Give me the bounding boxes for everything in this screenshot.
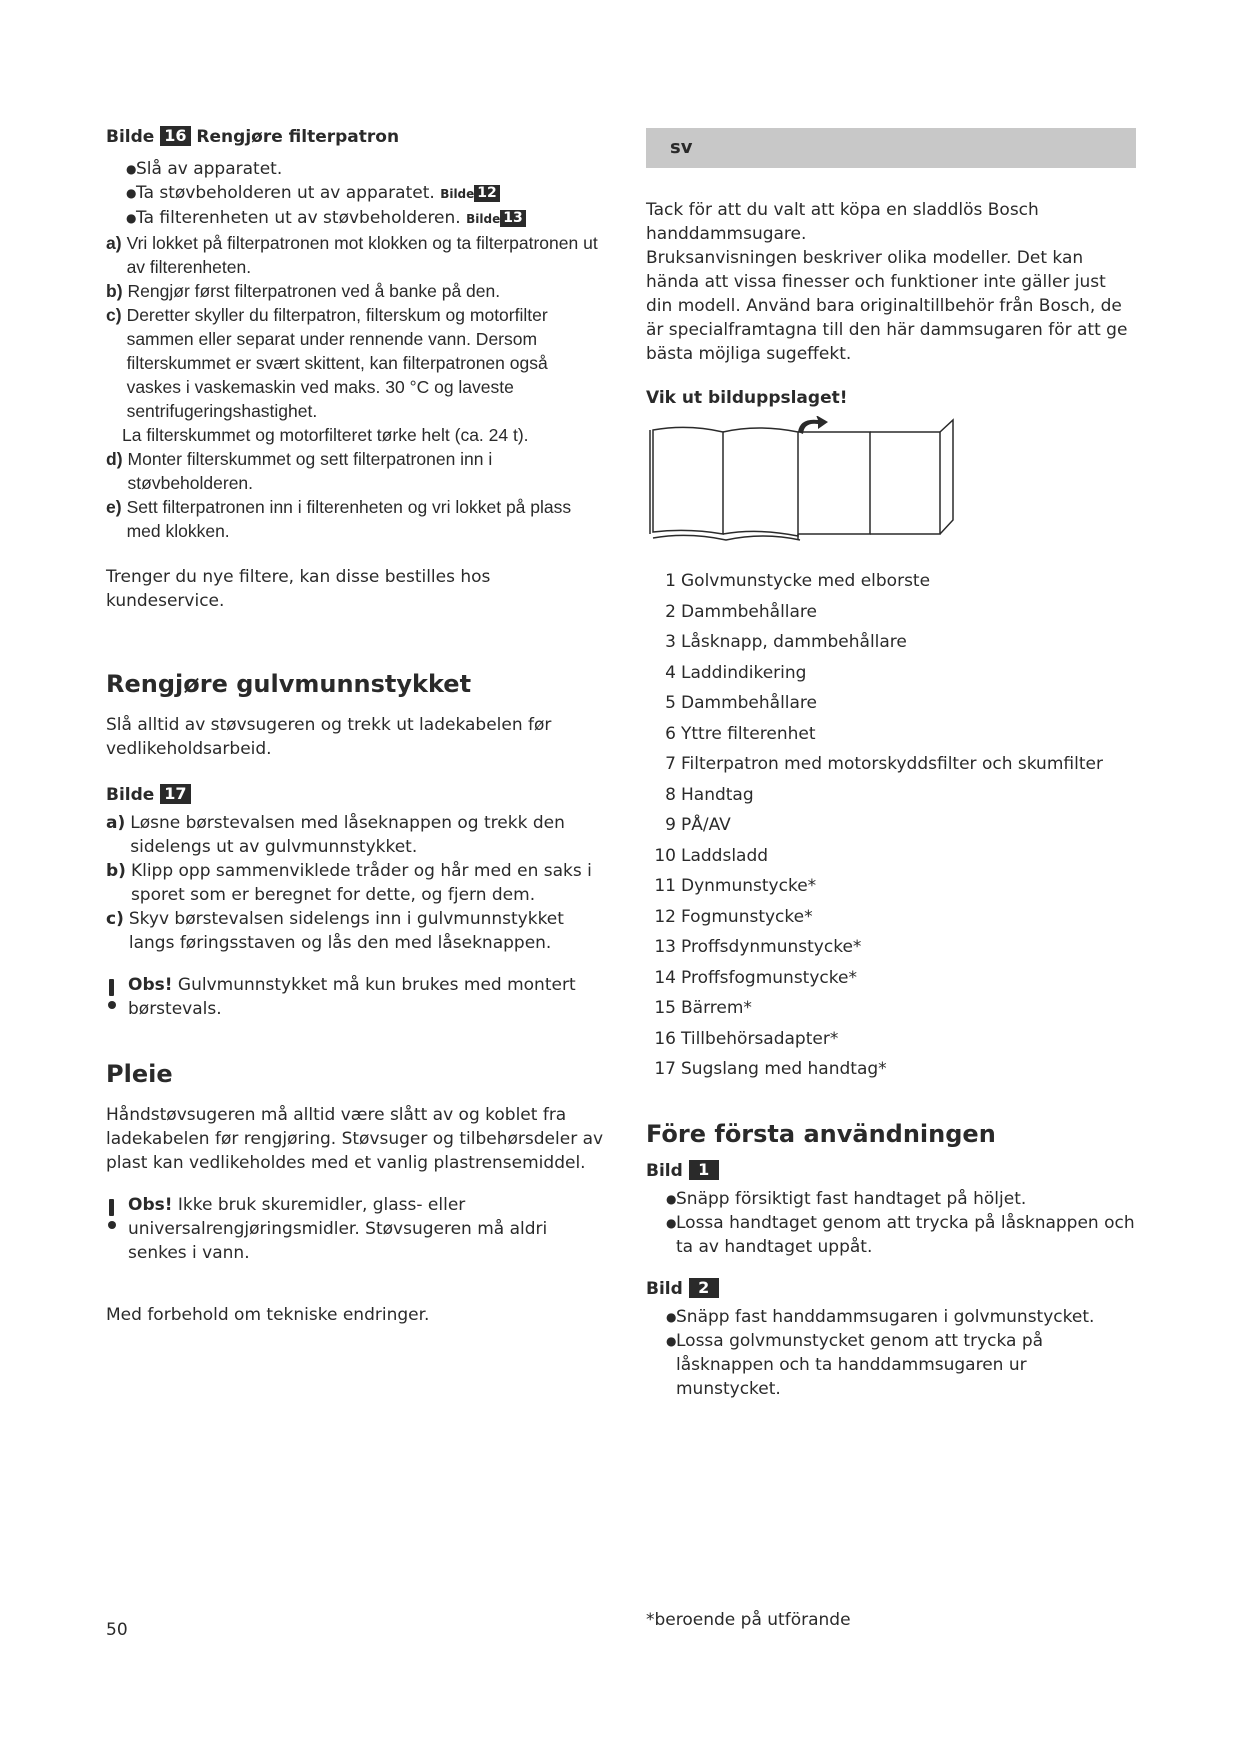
step-item: La filterskummet og motorfilteret tørke helt (ca. 24 t).	[122, 425, 529, 445]
warning-icon	[106, 1193, 128, 1265]
step-item: b) Rengjør først filterpatronen ved å banke på den.	[106, 281, 501, 301]
bullet-icon: ●	[666, 1215, 677, 1230]
list-item: 17 Sugslang med handtag*	[654, 1059, 887, 1079]
list-item: ● Lossa handtaget genom att trycka på låsknappen och ta av handtaget uppåt.	[666, 1212, 1135, 1257]
list-item: ● Snäpp fast handdammsugaren i golvmunstycket.	[666, 1306, 1095, 1327]
foldout-note: Vik ut bilduppslaget!	[646, 388, 848, 408]
right-column	[646, 128, 1136, 1401]
warning-note: Obs! Gulvmunnstykket må kun brukes med montert børstevals.	[106, 973, 604, 1021]
filters-note: Trenger du nye filtere, kan disse bestilles hos kundeservice.	[106, 567, 491, 611]
list-item: ● Slå av apparatet.	[126, 159, 283, 179]
figure-badge: 16	[160, 126, 190, 146]
intro-text: Tack för att du valt att köpa en sladdlös Bosch handdammsugare.	[646, 200, 1039, 244]
section-title: Pleie	[106, 1060, 173, 1088]
list-item: 6 Yttre filterenhet	[665, 723, 816, 744]
language-bar: sv	[646, 128, 1136, 168]
figure-badge: 2	[689, 1278, 719, 1298]
figure-ref: Bilde 17	[106, 783, 604, 807]
figure-ref: Bild 2	[646, 1277, 1136, 1301]
list-item: 8 Handtag	[665, 784, 754, 805]
section-intro: Slå alltid av støvsugeren og trekk ut ladekabelen før vedlikeholdsarbeid.	[106, 715, 552, 759]
step-item: b) Klipp opp sammenviklede tråder og hår med en saks i sporet som er beregnet for dette, og fjern dem.	[106, 861, 592, 905]
list-item: 3 Låsknapp, dammbehållare	[665, 632, 907, 652]
list-item: 9 PÅ/AV	[665, 815, 731, 835]
intro-text: Bruksanvisningen beskriver olika modeller. Det kan hända att vissa finesser och funktioner inte gäller just din modell. Använd bara originaltillbehör från Bosch, de är specialframtagna till den här dammsugaren för att ge bästa möjliga sugeffekt.	[646, 248, 1128, 364]
list-item: ● Ta filterenheten ut av støvbeholderen. Bilde 13	[106, 206, 604, 231]
care-text: Håndstøvsugeren må alltid være slått av og koblet fra ladekabelen før rengjøring. Støvsuger og tilbehørsdeler av plast kan vedlikeholdes med et vanlig plastrensemiddel.	[106, 1105, 604, 1173]
bild2-bullets	[646, 1305, 1136, 1401]
list-item: 4 Laddindikering	[665, 662, 807, 683]
footnote: *beroende på utförande	[646, 1610, 851, 1630]
step-item: c) Deretter skyller du filterpatron, filterskum og motorfilter sammen eller separat under rennende vann. Dersom filterskummet er svært skittent, kan filterpatronen også vaskes i vaskemaskin ved maks. 30 °C og laveste sentrifugeringshastighet.	[106, 305, 548, 421]
floor-steps	[106, 811, 604, 955]
bullet-icon: ●	[666, 1309, 677, 1324]
list-item: ● Ta støvbeholderen ut av apparatet. Bilde 12	[106, 181, 604, 206]
bullet-icon: ●	[126, 186, 137, 200]
list-item: 7 Filterpatron med motorskyddsfilter och skumfilter	[665, 754, 1103, 774]
bullet-icon: ●	[126, 162, 137, 176]
step-item: a) Løsne børstevalsen med låseknappen og trekk den sidelengs ut av gulvmunnstykket.	[106, 813, 565, 857]
step-item: a) Vri lokket på filterpatronen mot klokken og ta filterpatronen ut av filterenheten.	[106, 233, 598, 277]
warning-icon	[106, 973, 128, 1021]
step-item: e) Sett filterpatronen inn i filterenheten og vri lokket på plass med klokken.	[106, 497, 572, 541]
list-item: 11 Dynmunstycke*	[654, 876, 817, 896]
list-item: 5 Dammbehållare	[665, 693, 818, 713]
step-item: d) Monter filterskummet og sett filterpatronen inn i støvbeholderen.	[106, 449, 493, 493]
page-number: 50	[106, 1620, 128, 1640]
list-item: 1 Golvmunstycke med elborste	[665, 571, 931, 591]
figure-badge: 17	[160, 784, 190, 804]
list-item: 16 Tillbehörsadapter*	[654, 1028, 839, 1049]
figure-badge: 12	[474, 185, 499, 202]
bullet-icon: ●	[126, 211, 137, 225]
figure-badge: 13	[500, 210, 525, 227]
bullet-icon: ●	[666, 1333, 677, 1348]
bild1-bullets	[646, 1187, 1136, 1259]
warning-note: Obs! Ikke bruk skuremidler, glass- eller universalrengjøringsmidler. Støvsugeren må aldri senkes i vann.	[106, 1193, 604, 1265]
list-item: ● Lossa golvmunstycket genom att trycka på låsknappen och ta handdammsugaren ur munstycket.	[666, 1330, 1044, 1399]
list-item: 12 Fogmunstycke*	[654, 906, 813, 927]
list-item: ● Snäpp försiktigt fast handtaget på höljet.	[666, 1188, 1027, 1209]
list-item: 13 Proffsdynmunstycke*	[654, 937, 862, 957]
bullet-icon: ●	[666, 1191, 677, 1206]
foldout-booklet-illustration	[648, 416, 968, 546]
parts-list	[646, 566, 1136, 1085]
reservation-note: Med forbehold om tekniske endringer.	[106, 1305, 430, 1325]
list-item: 2 Dammbehållare	[665, 601, 818, 622]
step-item: c) Skyv børstevalsen sidelengs inn i gulvmunnstykket langs føringsstaven og lås den med låseknappen.	[106, 909, 564, 953]
list-item: 10 Laddsladd	[654, 845, 769, 866]
figure-badge: 1	[689, 1160, 719, 1180]
filter-steps	[106, 231, 604, 543]
filter-bullets	[106, 157, 604, 231]
left-column	[106, 125, 604, 1327]
list-item: 14 Proffsfogmunstycke*	[654, 967, 857, 988]
list-item: 15 Bärrem*	[654, 998, 752, 1018]
filter-heading: Bilde 16 Rengjøre filterpatron	[106, 126, 400, 147]
figure-ref: Bild 1	[646, 1159, 1136, 1183]
section-title: Rengjøre gulvmunnstykket	[106, 670, 472, 698]
section-title: Före första användningen	[646, 1119, 996, 1148]
